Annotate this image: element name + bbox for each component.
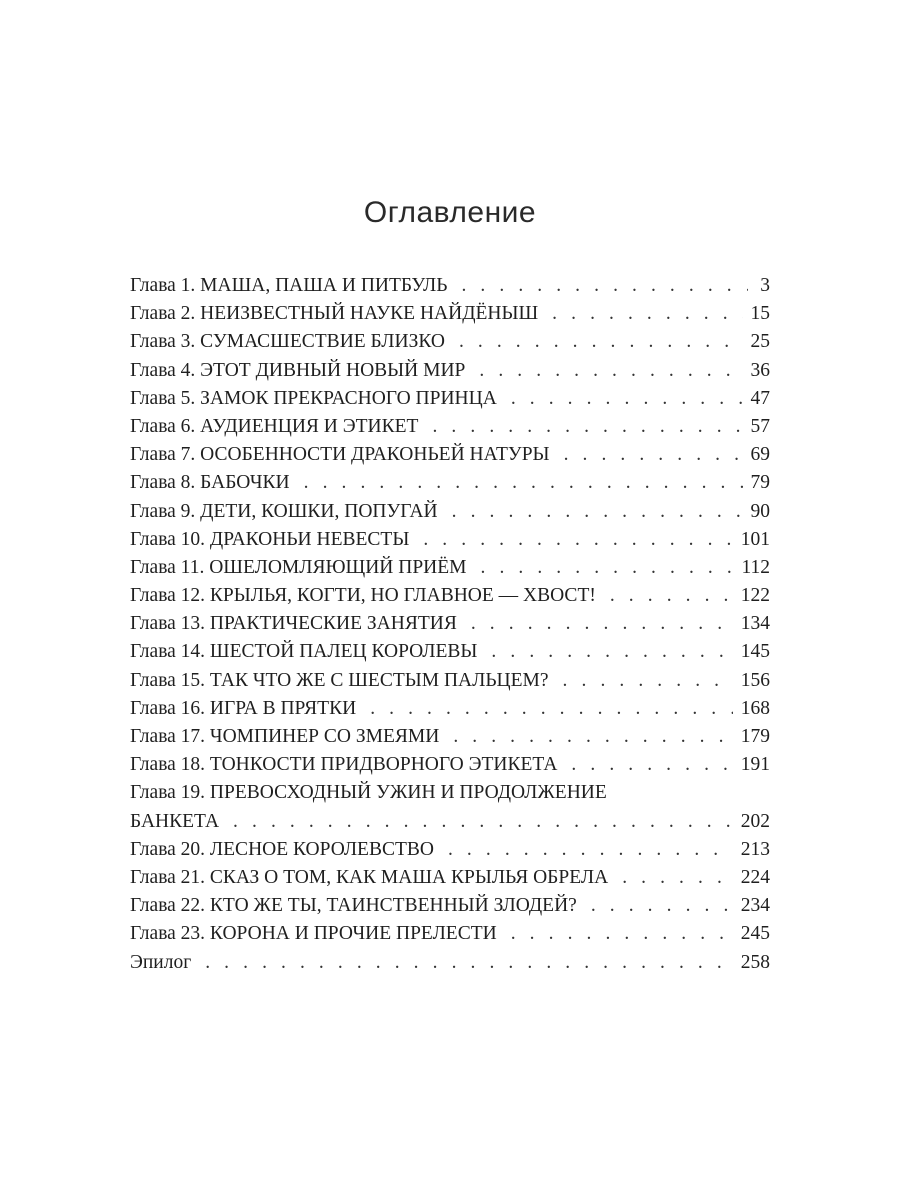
toc-page-number: 36 xyxy=(750,359,770,381)
toc-entry[interactable] xyxy=(130,864,770,892)
toc-entry-title: Глава 7. ОСОБЕННОСТИ ДРАКОНЬЕЙ НАТУРЫ xyxy=(130,444,550,466)
toc-page-number: 179 xyxy=(740,726,770,747)
toc-page-number: 79 xyxy=(750,472,770,494)
toc-entry-title: Глава 15. ТАК ЧТО ЖЕ С ШЕСТЫМ ПАЛЬЦЕМ? xyxy=(130,669,549,691)
toc-page-number: 25 xyxy=(750,331,770,353)
toc-dot-leader xyxy=(511,385,743,413)
toc-page-number: 122 xyxy=(740,585,770,607)
toc-entry[interactable] xyxy=(130,357,770,385)
toc-entry[interactable] xyxy=(130,441,770,469)
toc-dot-leader xyxy=(432,413,742,441)
toc-entry-title: Глава 3. СУМАСШЕСТВИЕ БЛИЗКО xyxy=(130,331,445,353)
toc-page-number: 15 xyxy=(750,303,770,325)
toc-page-number: 224 xyxy=(740,866,770,888)
toc-dot-leader xyxy=(452,498,743,526)
toc-entry[interactable] xyxy=(130,920,770,948)
toc-entry[interactable] xyxy=(130,413,770,441)
toc-dot-leader xyxy=(610,582,733,610)
toc-entry[interactable] xyxy=(130,469,770,497)
toc-dot-leader xyxy=(423,526,732,554)
toc-dot-leader xyxy=(448,836,733,864)
toc-page-number: 90 xyxy=(750,500,770,522)
toc-entry[interactable] xyxy=(130,328,770,356)
toc-dot-leader xyxy=(622,864,733,892)
toc-page-number: 191 xyxy=(740,754,770,776)
toc-entry-title: Глава 11. ОШЕЛОМЛЯЮЩИЙ ПРИЁМ xyxy=(130,556,467,578)
toc-dot-leader xyxy=(233,808,733,836)
toc-page-number: 245 xyxy=(740,923,770,945)
page-title: Оглавление xyxy=(363,196,537,229)
toc-entry[interactable] xyxy=(130,779,770,807)
toc-page-number: 57 xyxy=(750,415,770,437)
toc-entry[interactable] xyxy=(130,836,770,864)
toc-entry[interactable] xyxy=(130,300,770,328)
toc-entry-title: Глава 14. ШЕСТОЙ ПАЛЕЦ КОРОЛЕВЫ xyxy=(130,641,478,663)
toc-page-number: 112 xyxy=(741,556,770,578)
toc-entry[interactable] xyxy=(130,385,770,413)
toc-entry-title: БАНКЕТА xyxy=(130,810,220,832)
toc-entry-title: Глава 6. АУДИЕНЦИЯ И ЭТИКЕТ xyxy=(130,415,419,437)
toc-entry[interactable] xyxy=(130,582,770,610)
toc-entry-title: Эпилог xyxy=(130,951,192,973)
toc-entry[interactable] xyxy=(130,808,770,836)
toc-page-number: 47 xyxy=(750,387,770,409)
toc-page-number: 234 xyxy=(740,895,770,917)
toc-dot-leader xyxy=(511,920,733,948)
toc-entry-title: Глава 22. КТО ЖЕ ТЫ, ТАИНСТВЕННЫЙ ЗЛОДЕЙ? xyxy=(130,895,577,917)
toc-dot-leader xyxy=(370,695,733,723)
toc-entry[interactable] xyxy=(130,638,770,666)
toc-entry[interactable] xyxy=(130,610,770,638)
toc-page-number: 145 xyxy=(740,641,770,663)
toc-entry-title: Глава 5. ЗАМОК ПРЕКРАСНОГО ПРИНЦА xyxy=(130,387,497,409)
toc-page-number: 202 xyxy=(740,810,770,832)
toc-entry[interactable] xyxy=(130,272,770,300)
toc-entry-title: Глава 16. ИГРА В ПРЯТКИ xyxy=(130,697,357,719)
toc-dot-leader xyxy=(304,469,743,497)
toc-entry-title: Глава 2. НЕИЗВЕСТНЫЙ НАУКЕ НАЙДЁНЫШ xyxy=(130,303,539,325)
toc-dot-leader xyxy=(461,272,748,300)
toc-page-number: 213 xyxy=(740,838,770,860)
toc-dot-leader xyxy=(491,638,732,666)
toc-entry[interactable] xyxy=(130,751,770,779)
toc-entry-title: Глава 17. ЧОМПИНЕР СО ЗМЕЯМИ xyxy=(130,726,440,747)
toc-dot-leader xyxy=(563,667,733,695)
toc-entry[interactable] xyxy=(130,695,770,723)
toc-entry-title: Глава 4. ЭТОТ ДИВНЫЙ НОВЫЙ МИР xyxy=(130,359,466,381)
toc-entry-title: Глава 20. ЛЕСНОЕ КОРОЛЕВСТВО xyxy=(130,838,434,860)
toc-dot-leader xyxy=(564,441,743,469)
toc-dot-leader xyxy=(479,357,742,385)
toc-dot-leader xyxy=(453,723,732,751)
toc-entry-title: Глава 8. БАБОЧКИ xyxy=(130,472,290,494)
toc-entry-title: Глава 9. ДЕТИ, КОШКИ, ПОПУГАЙ xyxy=(130,500,438,522)
toc-page-number: 134 xyxy=(740,613,770,635)
toc-dot-leader xyxy=(471,610,733,638)
toc-entry[interactable] xyxy=(130,498,770,526)
toc-entry-title: Глава 23. КОРОНА И ПРОЧИЕ ПРЕЛЕСТИ xyxy=(130,923,497,945)
toc-entry[interactable] xyxy=(130,892,770,920)
toc-entry[interactable] xyxy=(130,723,770,751)
toc-entry[interactable] xyxy=(130,554,770,582)
toc-dot-leader xyxy=(571,751,732,779)
toc-dot-leader xyxy=(459,328,743,356)
toc-page-number: 168 xyxy=(740,697,770,719)
toc-entry-title: Глава 1. МАША, ПАША И ПИТБУЛЬ xyxy=(130,275,448,296)
toc-entry-title: Глава 10. ДРАКОНЬИ НЕВЕСТЫ xyxy=(130,528,410,550)
toc-dot-leader xyxy=(591,892,733,920)
toc-dot-leader xyxy=(205,949,733,977)
toc-page-number: 69 xyxy=(750,444,770,466)
toc-dot-leader xyxy=(481,554,734,582)
toc-entry[interactable] xyxy=(130,949,770,977)
toc-page-number: 3 xyxy=(760,275,770,296)
toc-page-number: 156 xyxy=(740,669,770,691)
toc-entry-title: Глава 12. КРЫЛЬЯ, КОГТИ, НО ГЛАВНОЕ — ХВОСТ! xyxy=(130,585,596,607)
table-of-contents xyxy=(130,272,770,977)
toc-entry[interactable] xyxy=(130,526,770,554)
toc-entry-title: Глава 13. ПРАКТИЧЕСКИЕ ЗАНЯТИЯ xyxy=(130,613,457,635)
toc-page-number: 258 xyxy=(740,951,770,973)
toc-entry-title: Глава 19. ПРЕВОСХОДНЫЙ УЖИН И ПРОДОЛЖЕНИЕ xyxy=(130,782,607,804)
toc-page-number: 101 xyxy=(740,528,770,550)
toc-entry-title: Глава 21. СКАЗ О ТОМ, КАК МАША КРЫЛЬЯ ОБРЕЛА xyxy=(130,866,609,888)
toc-entry[interactable] xyxy=(130,667,770,695)
toc-dot-leader xyxy=(552,300,742,328)
toc-entry-title: Глава 18. ТОНКОСТИ ПРИДВОРНОГО ЭТИКЕТА xyxy=(130,754,558,776)
